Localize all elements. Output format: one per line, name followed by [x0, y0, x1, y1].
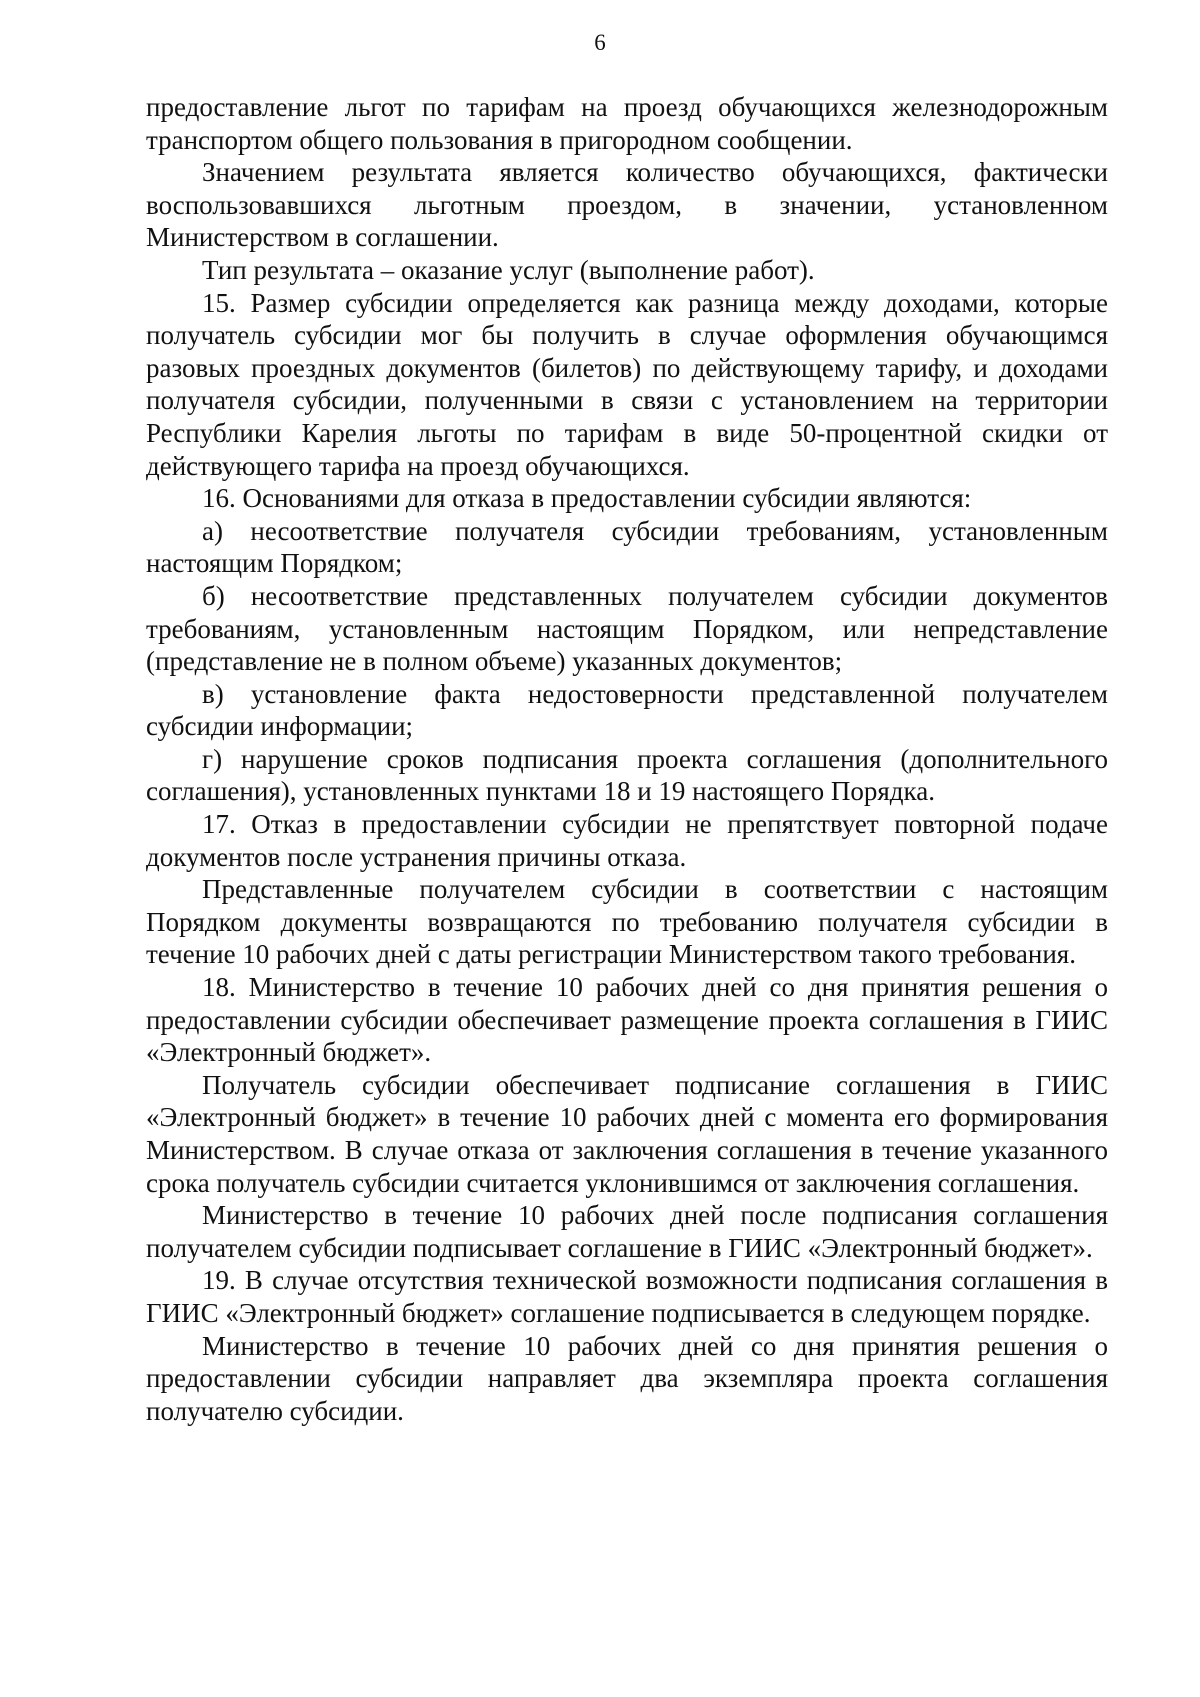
paragraph: Министерство в течение 10 рабочих дней со дня принятия решения о предоставлении субсидии направляет два экземпляра проекта соглашения получателю субсидии.: [146, 1330, 1108, 1426]
paragraph: Министерство в течение 10 рабочих дней после подписания соглашения получателем субсидии подписывает соглашение в ГИИС «Электронный бюджет».: [146, 1200, 1108, 1263]
list-item-a: а) несоответствие получателя субсидии требованиям, установленным настоящим Порядком;: [146, 515, 1108, 579]
list-item-g: г) нарушение сроков подписания проекта соглашения (дополнительного соглашения), установленных пунктами 18 и 19 настоящего Порядка.: [146, 743, 1108, 807]
paragraph-item-19: 19. В случае отсутствия технической возможности подписания соглашения в ГИИС «Электронный бюджет» соглашение подписывается в следующем порядке.: [146, 1265, 1108, 1328]
paragraph-item-16: 16. Основаниями для отказа в предоставлении субсидии являются:: [202, 483, 972, 514]
paragraph: Значением результата является количество обучающихся, фактически воспользовавшихся льготным проездом, в значении, установленном Министерством в соглашении.: [146, 157, 1108, 253]
list-item-b: б) несоответствие представленных получателем субсидии документов требованиям, установленным настоящим Порядком, или непредставление (представление не в полном объеме) указанных документов;: [146, 580, 1108, 677]
paragraph-item-15: 15. Размер субсидии определяется как разница между доходами, которые получатель субсидии мог бы получить в случае оформления обучающимся разовых проездных документов (билетов) по действующему тарифу, и доходами получателя субсидии, полученными в связи с установлением на территории Республики Карелия льготы по тарифам в виде 50-процентной скидки от действующего тарифа на проезд обучающихся.: [146, 287, 1108, 481]
paragraph-item-17: 17. Отказ в предоставлении субсидии не препятствует повторной подаче документов после устранения причины отказа.: [146, 809, 1108, 872]
document-body: [146, 91, 1108, 1427]
paragraph: предоставление льгот по тарифам на проезд обучающихся железнодорожным транспортом общего пользования в пригородном сообщении.: [146, 92, 1108, 155]
list-item-v: в) установление факта недостоверности представленной получателем субсидии информации;: [146, 678, 1108, 742]
paragraph: Представленные получателем субсидии в соответствии с настоящим Порядком документы возвращаются по требованию получателя субсидии в течение 10 рабочих дней с даты регистрации Министерством такого требования.: [146, 874, 1108, 970]
paragraph: Получатель субсидии обеспечивает подписание соглашения в ГИИС «Электронный бюджет» в течение 10 рабочих дней с момента его формирования Министерством. В случае отказа от заключения соглашения в течение указанного срока получатель субсидии считается уклонившимся от заключения соглашения.: [146, 1069, 1108, 1198]
paragraph-item-18: 18. Министерство в течение 10 рабочих дней со дня принятия решения о предоставлении субсидии обеспечивает размещение проекта соглашения в ГИИС «Электронный бюджет».: [146, 972, 1108, 1068]
page-number: 6: [594, 30, 606, 55]
paragraph: Тип результата – оказание услуг (выполнение работ).: [202, 254, 815, 285]
